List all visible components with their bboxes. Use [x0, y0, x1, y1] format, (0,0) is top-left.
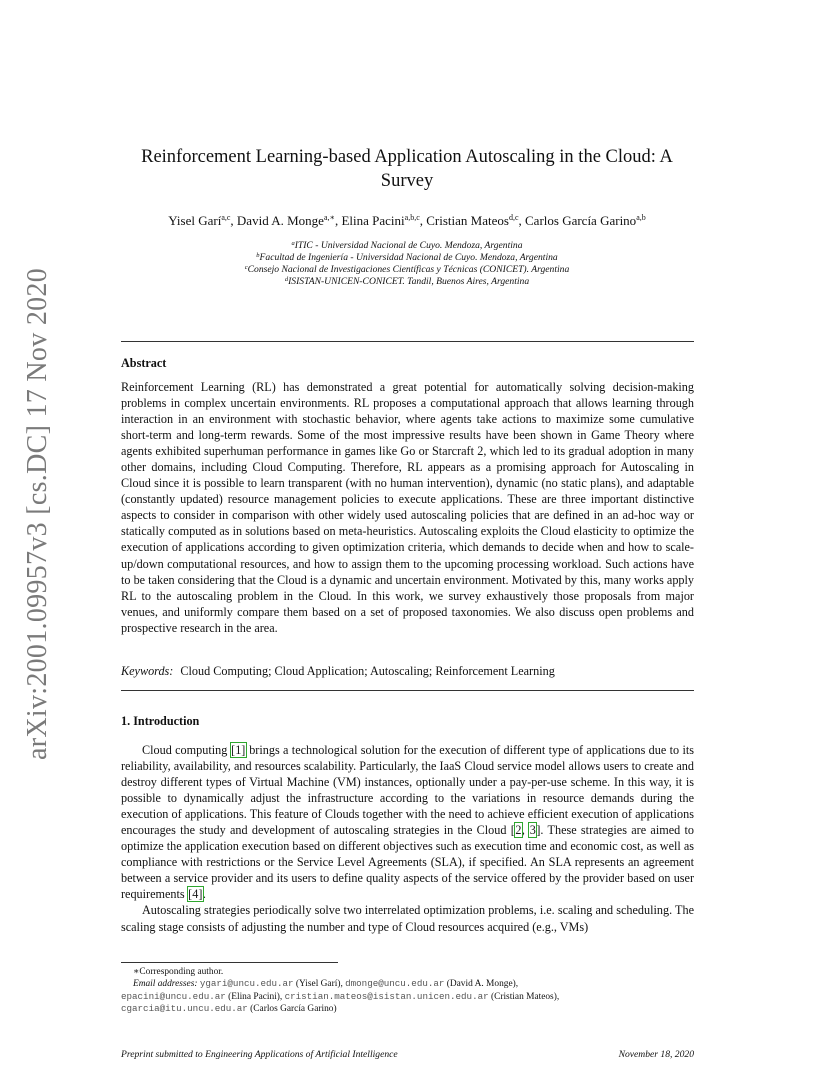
abstract-text: Reinforcement Learning (RL) has demonstrated a great potential for automatically solving decision-making problems in complex uncertain environments. RL proposes a computational approach that allows learning through interaction in an environment with stochastic behavior, where agents take actions to maximize some cumulative short-term and long-term rewards. Some of the most impressive results have been shown in Game Theory where agents exhibited superhuman performance in games like Go or Starcraft 2, which led to its gradual adoption in many other domains, including Cloud Computing. Therefore, RL appears as a promising approach for Autoscaling in Cloud since it is possible to learn transparent (with no human intervention), dynamic (no static plans), and adaptable (constantly updated) resource management policies to execute applications. These are three important distinctive aspects to consider in comparison with other widely used autoscaling policies that are defined in an ad-hoc way or statically computed as in solutions based on meta-heuristics. Autoscaling exploits the Cloud elasticity to optimize the execution of applications according to given optimization criteria, which demands to decide when and how to scale-up/down computational resources, and how to assign them to the upcoming processing workload. Such actions have to be taken considering that the Cloud is a dynamic and uncertain environment. Motivated by this, many works apply RL to the autoscaling problem in the Cloud. In this work, we survey exhaustively those proposals from major venues, and uniformly compare them based on a set of proposed taxonomies. We also discuss open problems and prospective research in the area. — [121, 380, 694, 635]
author: Carlos García Garino$^{a,b}$ — [525, 213, 646, 228]
footnote-divider — [121, 962, 338, 963]
abstract-heading: Abstract — [121, 356, 167, 370]
introduction-text — [121, 742, 694, 935]
affiliation: $^d$ISISTAN-UNICEN-CONICET. Tandil, Buenos Aires, Argentina — [284, 276, 530, 287]
email-line: Email addresses: ygari@uncu.edu.ar (Yisel Garí), dmonge@uncu.edu.ar (David A. Monge), — [133, 978, 519, 990]
citation-link[interactable]: [4] — [188, 887, 203, 902]
author: Elina Pacini$^{a,b,c}$ — [341, 213, 420, 228]
email-line: epacini@uncu.edu.ar (Elina Pacini), cristian.mateos@isistan.unicen.edu.ar (Cristian Mateos), — [121, 990, 560, 1002]
bottom-divider — [121, 690, 694, 691]
author-list: Yisel Garí$^{a,c}$, David A. Monge$^{a,∗}$, Elina Pacini$^{a,b,c}$, Cristian Mateos$^{d,c}$, Carlos García Garino$^{a,b}$ — [168, 213, 646, 228]
paragraph-text: [ — [510, 823, 515, 838]
arxiv-identifier: arXiv:2001.09957v3 [cs.DC] 17 Nov 2020 — [22, 267, 53, 760]
citation-link[interactable]: 2 — [515, 823, 522, 838]
footnotes — [121, 966, 701, 1016]
affiliation: $^b$Facultad de Ingeniería - Universidad Nacional de Cuyo. Mendoza, Argentina — [256, 252, 558, 263]
paragraph-text: . — [202, 887, 206, 902]
intro-paragraph: Autoscaling strategies periodically solve two interrelated optimization problems, i.e. scaling and scheduling. The scaling stage consists of adjusting the number and type of Cloud resources acquired (e.g., VMs) — [121, 903, 694, 934]
keywords-label: Keywords: — [121, 664, 174, 678]
paragraph-text: , — [521, 823, 530, 838]
section-heading: 1. Introduction — [121, 714, 200, 728]
keywords — [121, 664, 694, 679]
email-line: cgarcia@itu.uncu.edu.ar (Carlos García Garino) — [121, 1003, 337, 1015]
author: Yisel Garí$^{a,c}$ — [168, 213, 231, 228]
email-link[interactable]: dmonge@uncu.edu.ar — [345, 978, 445, 990]
affiliation: $^a$ITIC - Universidad Nacional de Cuyo. Mendoza, Argentina — [291, 240, 523, 251]
keywords-text: Cloud Computing; Cloud Application; Autoscaling; Reinforcement Learning — [180, 664, 555, 678]
paragraph-text: ]. These strategies are aimed to optimize the application execution based on different objectives such as execution time and economic cost, as well as compliance with restrictions or the Service Level Agreements (SLA), if specified. An SLA represents an agreement between a service provider and its users to define quality aspects of the service offered by the provider based on user requirements — [121, 823, 694, 902]
email-link[interactable]: epacini@uncu.edu.ar — [121, 990, 226, 1002]
affiliation-list — [121, 240, 693, 288]
footer-date: November 18, 2020 — [618, 1049, 694, 1060]
citation-link[interactable]: 3 — [529, 823, 536, 838]
author: Cristian Mateos$^{d,c}$ — [426, 213, 519, 228]
email-link[interactable]: cristian.mateos@isistan.unicen.edu.ar — [284, 990, 489, 1002]
paragraph-text: Cloud computing — [142, 743, 231, 757]
top-divider — [121, 341, 694, 342]
corresponding-note: ∗Corresponding author. — [133, 967, 224, 977]
citation-link[interactable]: [1] — [231, 743, 246, 757]
author: David A. Monge$^{a,∗}$ — [236, 213, 335, 228]
paper-title: Reinforcement Learning-based Application Autoscaling in the Cloud: A Survey — [141, 147, 673, 191]
paragraph-text: brings a technological solution for the execution of different type of applications due to its reliability, availability, and resources scalability. Particularly, the IaaS Cloud service model allows users to create and destroy different types of Virtual Machine (VM) instances, optionally under a pay-per-use scheme. In this way, it is possible to dynamically adjust the infrastructure according to the variations in resource demands during the execution of applications. This feature of Clouds together with the need to achieve efficient execution of applications encourages the study and development of autoscaling strategies in the Cloud — [121, 743, 694, 838]
intro-paragraph — [121, 742, 694, 902]
email-link[interactable]: cgarcia@itu.uncu.edu.ar — [121, 1003, 248, 1015]
affiliation: $^c$Consejo Nacional de Investigaciones Científicas y Técnicas (CONICET). Argentina — [244, 264, 570, 275]
footer-journal: Preprint submitted to Engineering Applications of Artificial Intelligence — [121, 1049, 398, 1060]
email-link[interactable]: ygari@uncu.edu.ar — [199, 978, 294, 990]
